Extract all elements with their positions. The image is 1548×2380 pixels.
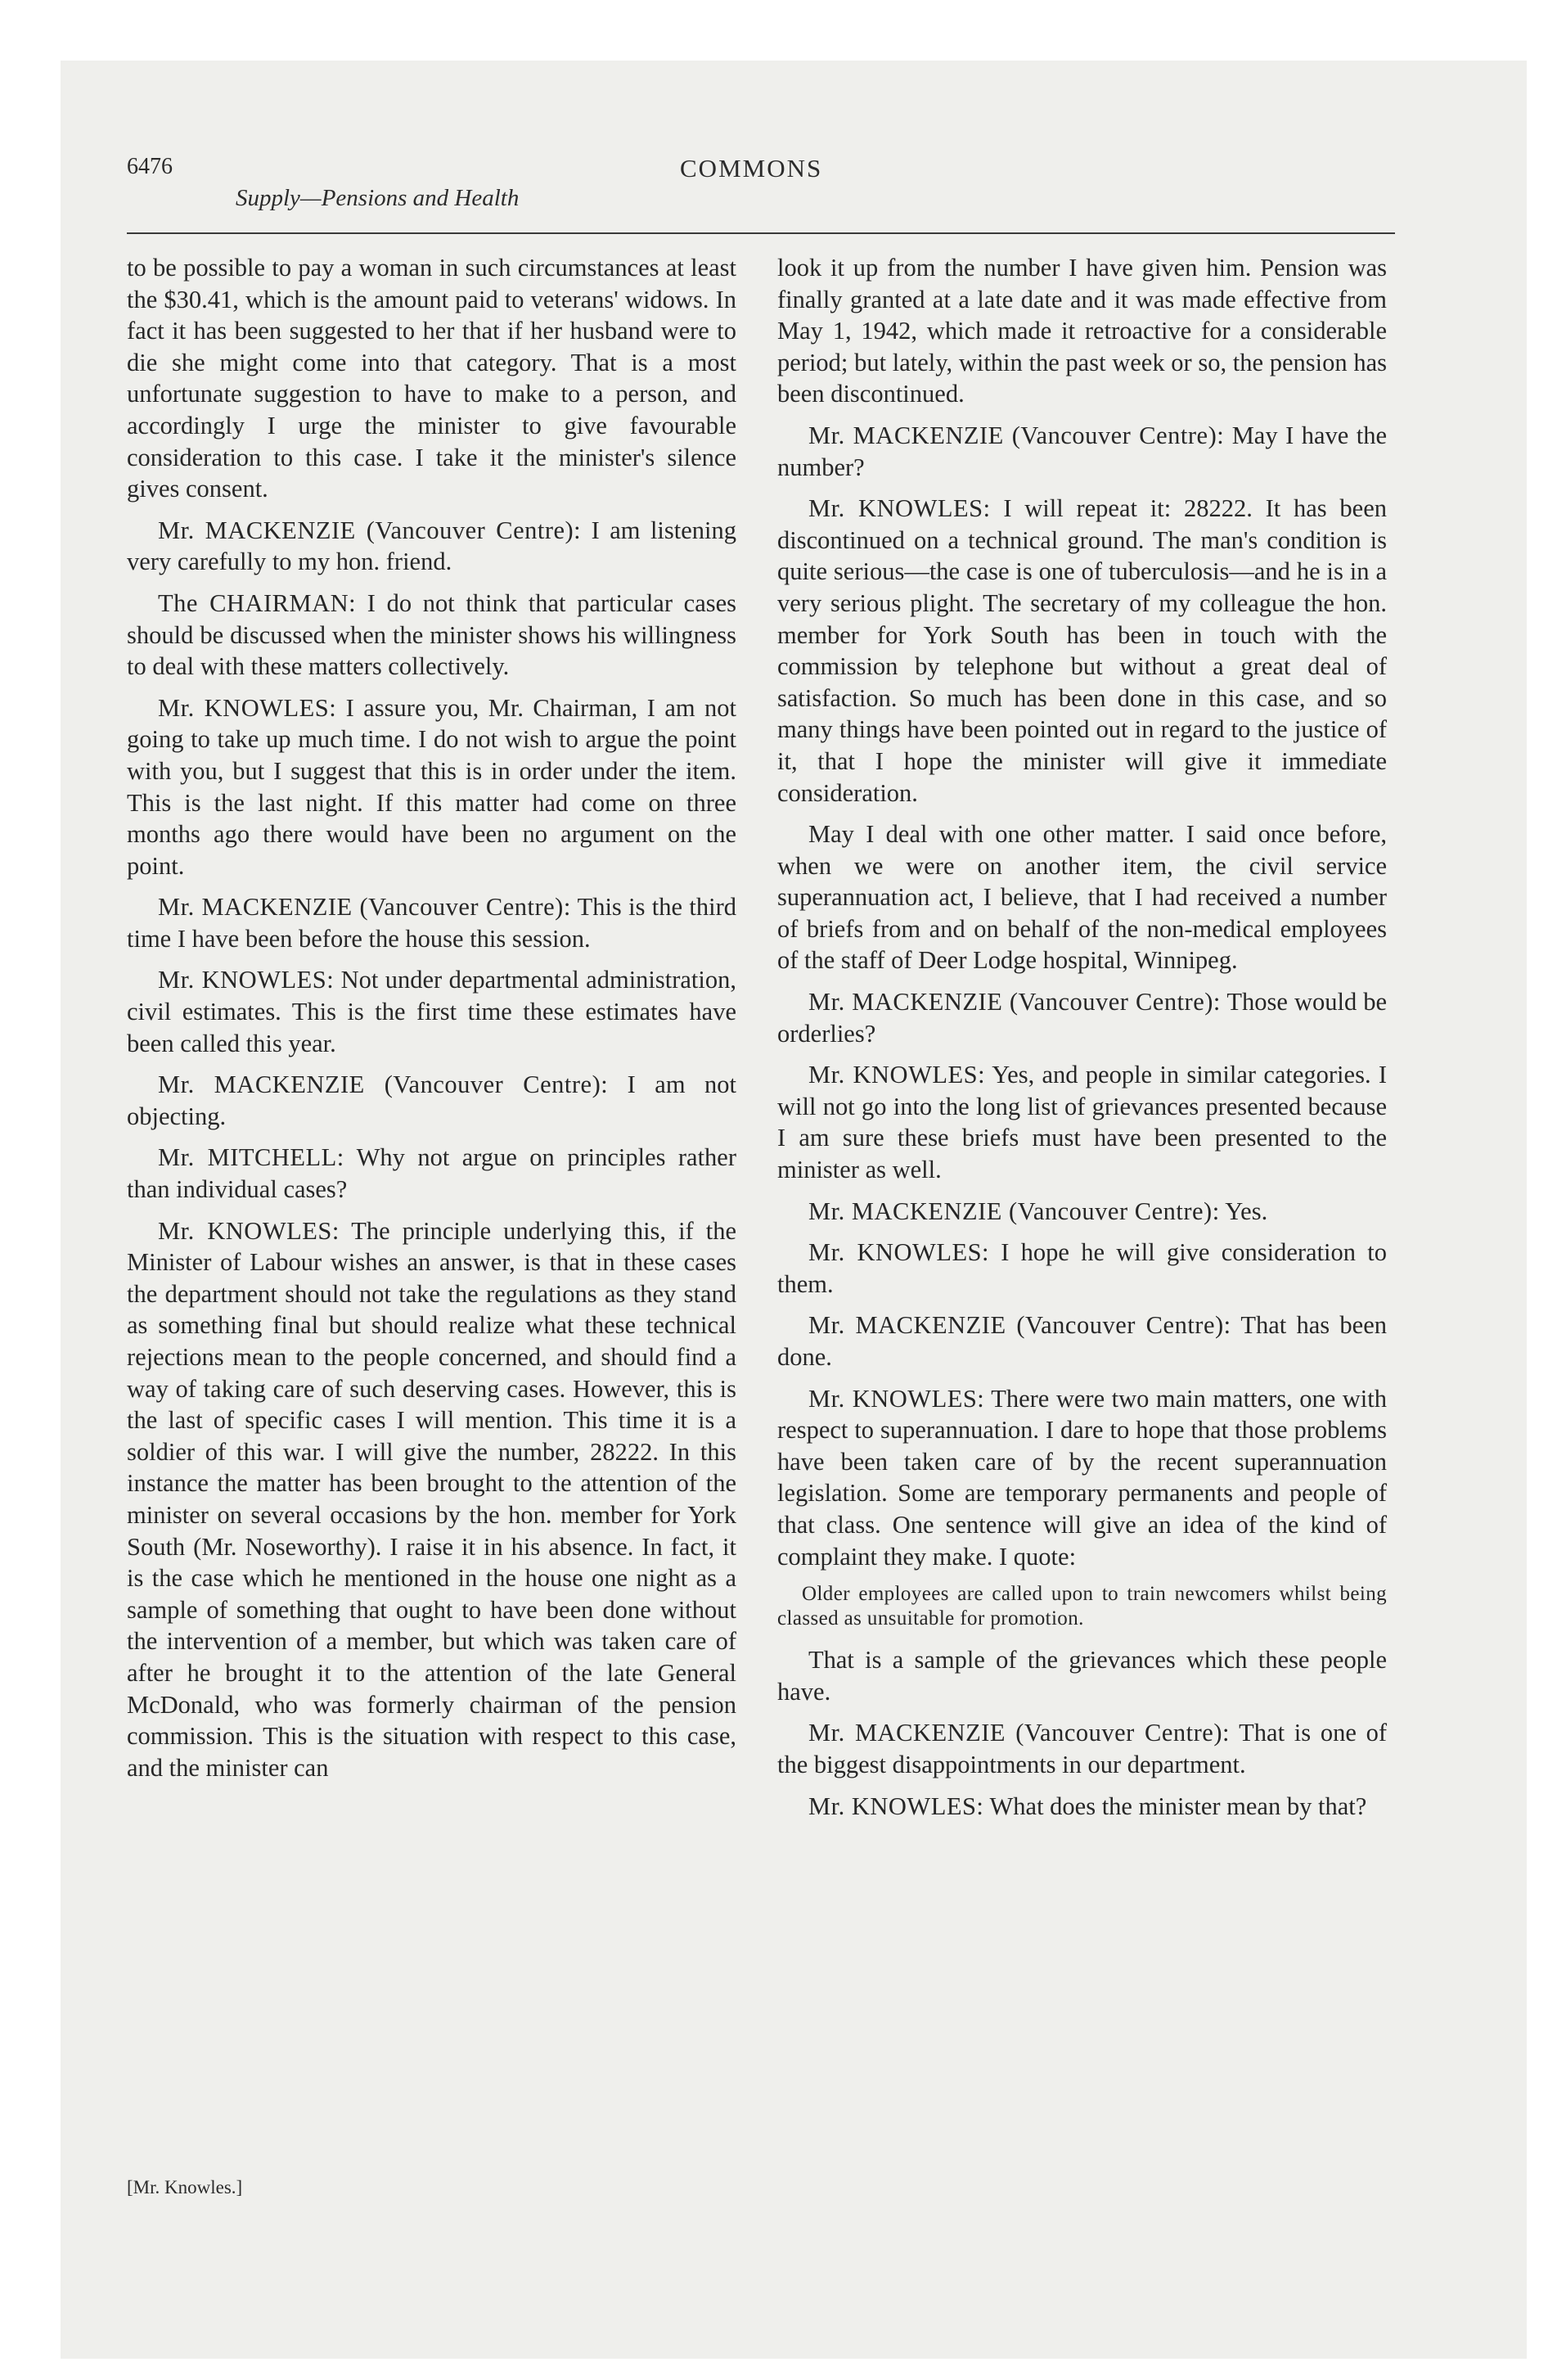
paragraph-text: look it up from the number I have given him. Pension was finally granted at a late date and it was made effective from May 1, 1942, which made it retroactive for a considerable period; but lately, within the past week or so, the pension has been discontinued. (777, 254, 1387, 408)
paragraph (777, 1644, 1387, 1707)
paragraph-text: May I have the number? (777, 421, 1387, 481)
speaker-name: Mr. MITCHELL: (158, 1143, 344, 1172)
speaker-name: Mr. MACKENZIE (Vancouver Centre): (158, 1071, 609, 1099)
paragraph-text: I will repeat it: 28222. It has been discontinued on a technical ground. The man's condition is quite serious—the case is one of tuberculosis—and he is in a very serious plight. The secretary of my colleague the hon. member for York South has been in touch with the commission by telephone but without a great deal of satisfaction. So much has been done in this case, and so many things have been pointed out in regard to the justice of it, that I hope the minister will give it immediate consideration. (777, 494, 1387, 807)
speaker-name: Mr. MACKENZIE (Vancouver Centre): (158, 516, 582, 544)
paragraph (127, 1215, 736, 1784)
paragraph (777, 1791, 1387, 1823)
running-title: COMMONS (680, 154, 823, 183)
paragraph-text: This is the third time I have been before the house this session. (127, 893, 736, 953)
paragraph-text: I am listening very carefully to my hon. friend. (127, 516, 736, 576)
paragraph-text: Yes. (1225, 1197, 1268, 1225)
header-rule (127, 232, 1395, 234)
speaker-name: Mr. KNOWLES: (158, 1216, 340, 1245)
speaker-name: Mr. MACKENZIE (Vancouver Centre): (808, 1311, 1231, 1340)
paragraph-text: I assure you, Mr. Chairman, I am not going to take up much time. I do not wish to argue the point with you, but I suggest that this is in order under the item. This is the last night. If this matter had come on three months ago there would have been no argument on the point. (127, 693, 736, 880)
speaker-name: Mr. KNOWLES: (808, 1061, 986, 1089)
speaker-name: Mr. KNOWLES: (158, 693, 337, 722)
speaker-name: Mr. MACKENZIE (Vancouver Centre): (808, 421, 1225, 449)
paragraph (777, 1237, 1387, 1300)
paragraph-text: That is a sample of the grievances which these people have. (777, 1646, 1387, 1706)
quoted-passage: Older employees are called upon to train newcomers whilst being classed as unsuitable for promotion. (777, 1583, 1387, 1630)
paragraph (777, 1059, 1387, 1185)
paragraph (127, 1142, 736, 1205)
right-column (777, 252, 1387, 1832)
paragraph-text: What does the minister mean by that? (989, 1792, 1367, 1820)
paragraph (777, 493, 1387, 809)
paragraph-text: May I deal with one other matter. I said once before, when we were on another item, the civil service superannuation act, I believe, that I had received a number of briefs from and on behalf of the non-medical employees of the staff of Deer Lodge hospital, Winnipeg. (777, 820, 1387, 975)
paragraph (127, 515, 736, 578)
paragraph-text: I hope he will give consideration to them. (777, 1238, 1387, 1298)
paragraph-text: The principle underlying this, if the Minister of Labour wishes an answer, is that in these cases the department should not take the regulations as they stand as something final but should realize what these technical rejections mean to the people concerned, and should find a way of taking care of such deserving cases. However, this is the last of specific cases I will mention. This time it is a soldier of this war. I will give the number, 28222. In this instance the matter has been brought to the attention of the minister on several occasions by the hon. member for York South (Mr. Noseworthy). I raise it in his absence. In fact, it is the case which he mentioned in the house one night as a sample of something that ought to have been done without the intervention of a member, but which was taken care of after he brought it to the attention of the late General McDonald, who was formerly chairman of the pension commission. This is the situation with respect to this case, and the minister can (127, 1216, 736, 1782)
paragraph-text: There were two main matters, one with respect to superannuation. I dare to hope that those problems have been taken care of by the recent superannuation legislation. Some are temporary permanents and people of that class. One sentence will give an idea of the kind of complaint they make. I quote: (777, 1384, 1387, 1571)
paragraph (127, 1069, 736, 1132)
paragraph-text: That is one of the biggest disappointments in our department. (777, 1719, 1387, 1778)
paragraph-text: Not under departmental administration, civil estimates. This is the first time these estimates have been called this year. (127, 966, 736, 1057)
speaker-name: Mr. MACKENZIE (Vancouver Centre): (808, 1197, 1220, 1225)
paragraph-text: That has been done. (777, 1311, 1388, 1371)
speaker-name: Mr. KNOWLES: (808, 1238, 990, 1267)
paragraph (777, 1717, 1387, 1780)
left-column (127, 252, 736, 1793)
paragraph-text: Yes, and people in similar categories. I will not go into the long list of grievances presented because I am sure these briefs must have been presented to the minister as well. (777, 1061, 1387, 1184)
page-number: 6476 (127, 154, 173, 179)
speaker-name: Mr. MACKENZIE (Vancouver Centre): (808, 1719, 1230, 1747)
speaker-name: The CHAIRMAN: (158, 588, 357, 617)
speaker-name: Mr. KNOWLES: (808, 1792, 984, 1820)
section-title: Supply—Pensions and Health (236, 185, 520, 211)
paragraph (777, 818, 1387, 976)
paragraph (127, 588, 736, 683)
paragraph (127, 891, 736, 954)
paragraph (777, 1309, 1387, 1373)
speaker-tag: [Mr. Knowles.] (127, 2177, 243, 2197)
paragraph (777, 252, 1387, 410)
paragraph (127, 964, 736, 1059)
paragraph (127, 692, 736, 882)
paragraph (777, 1383, 1387, 1573)
speaker-name: Mr. KNOWLES: (808, 1384, 985, 1413)
paragraph (127, 252, 736, 505)
speaker-name: Mr. MACKENZIE (Vancouver Centre): (808, 988, 1221, 1016)
paragraph-text: I am not objecting. (127, 1071, 736, 1130)
paragraph (777, 986, 1387, 1049)
paragraph-text: Why not argue on principles rather than individual cases? (127, 1143, 736, 1204)
speaker-name: Mr. KNOWLES: (158, 966, 335, 994)
paragraph (777, 420, 1387, 483)
paragraph-text: Those would be orderlies? (777, 988, 1388, 1048)
speaker-name: Mr. KNOWLES: (808, 494, 991, 523)
paragraph-text: I do not think that particular cases should be discussed when the minister shows his willingness to deal with these matters collectively. (127, 588, 737, 681)
paragraph (777, 1196, 1387, 1228)
paragraph-text: to be possible to pay a woman in such circumstances at least the $30.41, which is the amount paid to veterans' widows. In fact it has been suggested to her that if her husband were to die she might come into that category. That is a most unfortunate suggestion to have to make to a person, and accordingly I urge the minister to give favourable consideration to this case. I take it the minister's silence gives consent. (127, 254, 736, 503)
page-header (127, 154, 1395, 228)
speaker-name: Mr. MACKENZIE (Vancouver Centre): (158, 893, 571, 922)
